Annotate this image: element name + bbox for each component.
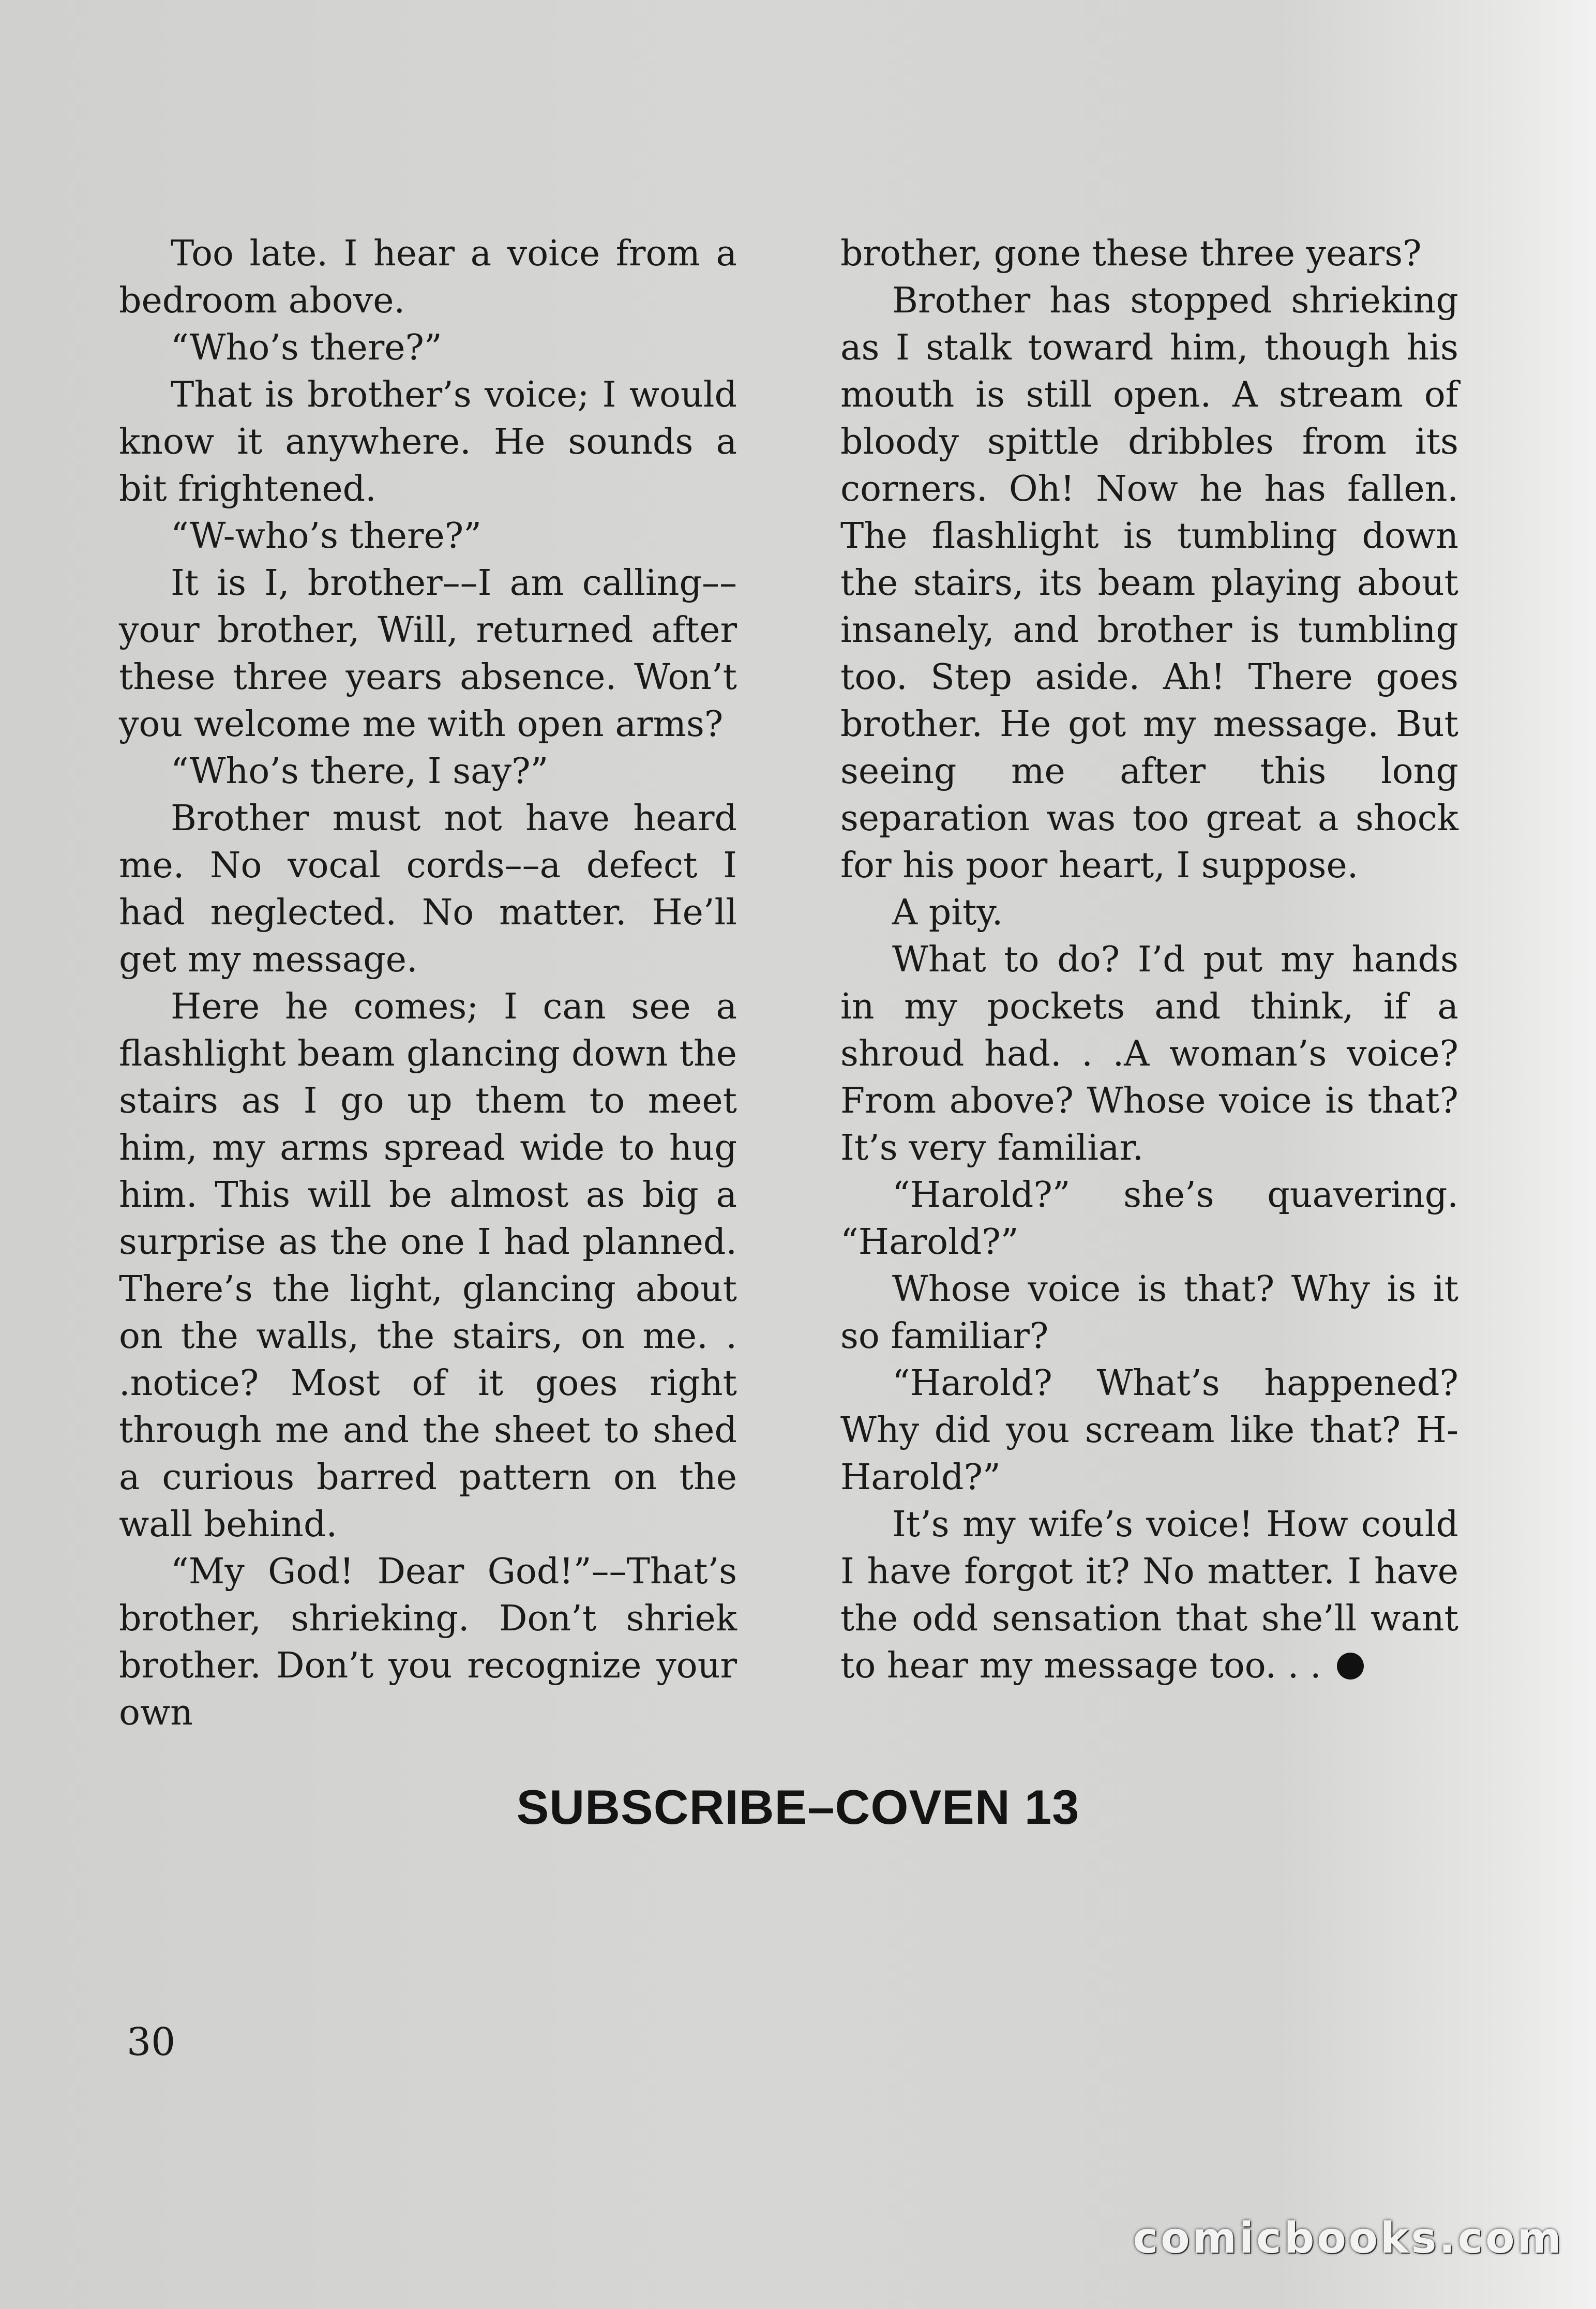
closing-paragraph: It’s my wife’s voice! How could I have forgot it? No matter. I have the odd sensation that she’ll want to hear my message too. . . (840, 1501, 1458, 1689)
paragraph: “Who’s there, I say?” (171, 751, 549, 792)
paragraph: Brother must not have heard me. No vocal cords––a defect I had neglected. No matter. He’ll get my message. (119, 798, 737, 980)
paragraph: That is brother’s voice; I would know it anywhere. He sounds a bit frightened. (119, 374, 737, 509)
paragraph: “My God! Dear God!”––That’s brother, shrieking. Don’t shriek brother. Don’t you recognize your own (119, 1551, 737, 1733)
paragraph: “W-who’s there?” (171, 516, 481, 557)
right-text-column (840, 230, 1458, 1689)
paragraph: Here he comes; I can see a flashlight beam glancing down the stairs as I go up them to meet him, my arms spread wide to hug him. This will be almost as big a surprise as the one I had planned. There’s the light, glancing about on the walls, the stairs, on me. . .notice? Most of it goes right through me and the sheet to shed a curious barred pattern on the wall behind. (119, 986, 737, 1545)
page-number: 30 (127, 2020, 176, 2064)
paragraph: What to do? I’d put my hands in my pockets and think, if a shroud had. . .A woman’s voice? From above? Whose voice is that? It’s very familiar. (840, 939, 1458, 1168)
paragraph: “Harold?” she’s quavering. “Harold?” (840, 1175, 1458, 1263)
paragraph: It is I, brother––I am calling–– your brother, Will, returned after these three years absence. Won’t you welcome me with open arms? (119, 563, 737, 745)
paragraph: brother, gone these three years? (840, 233, 1422, 274)
subscribe-banner: SUBSCRIBE–COVEN 13 (516, 1780, 1080, 1834)
left-text-column (119, 230, 737, 1736)
paragraph: A pity. (892, 892, 1003, 933)
paragraph: Whose voice is that? Why is it so familiar? (840, 1269, 1458, 1357)
paragraph: Too late. I hear a voice from a bedroom above. (119, 233, 737, 321)
paragraph: Brother has stopped shrieking as I stalk toward him, though his mouth is still open. A stream of bloody spittle dribbles from its corners. Oh! Now he has fallen. The flashlight is tumbling down the stairs, its beam playing about insanely, and brother is tumbling too. Step aside. Ah! There goes brother. He got my message. But seeing me after this long separation was too great a shock for his poor heart, I suppose. (840, 280, 1458, 886)
paragraph: “Harold? What’s happened? Why did you scream like that? H-Harold?” (840, 1363, 1458, 1498)
paragraph: “Who’s there?” (171, 327, 442, 368)
watermark-logo: comicbooks.com (1133, 2214, 1564, 2263)
